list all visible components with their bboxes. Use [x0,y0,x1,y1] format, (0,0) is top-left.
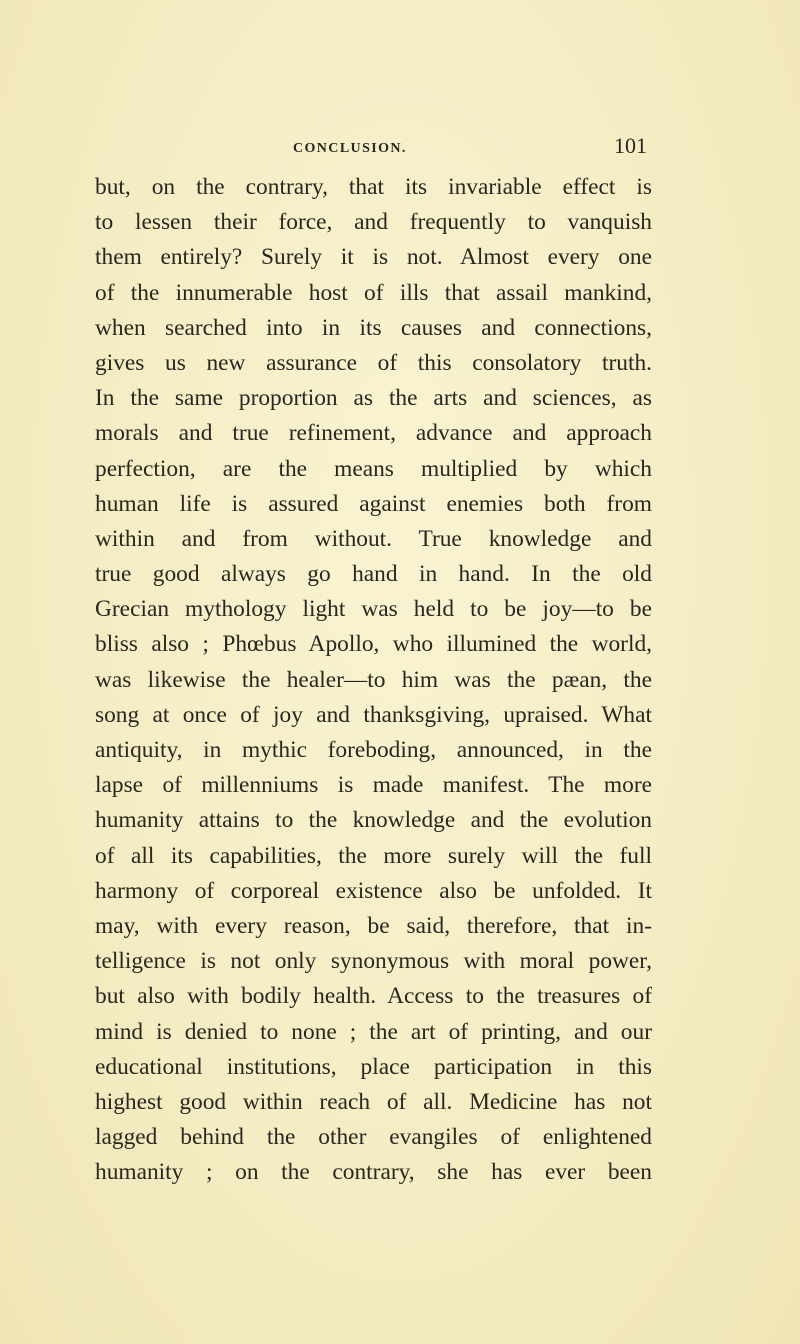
text-line: bliss also ; Phœbus Apollo, who illumined the world, [95,631,652,658]
text-line: human life is assured against enemies both from [95,490,652,517]
text-line: perfection, are the means multiplied by which [95,455,652,482]
text-line: may, with every reason, be said, therefore, that in- [95,912,652,939]
text-line: antiquity, in mythic foreboding, announced, in the [95,737,652,763]
text-line: In the same proportion as the arts and sciences, as [95,385,652,412]
text-line: gives us new assurance of this consolatory truth. [95,349,652,376]
running-title: CONCLUSION. [293,141,407,156]
text-line: telligence is not only synonymous with moral power, [95,948,652,975]
text-line: lagged behind the other evangiles of enlightened [95,1124,652,1151]
page-number: 101 [614,133,647,158]
body-text [95,170,652,1190]
text-line: within and from without. True knowledge and [95,525,652,552]
text-line: of all its capabilities, the more surely will the full [95,842,652,869]
running-head [0,133,800,163]
text-line: humanity ; on the contrary, she has ever been [95,1159,652,1186]
text-line: song at once of joy and thanksgiving, upraised. What [95,701,652,728]
text-line: but also with bodily health. Access to the treasures of [95,983,652,1010]
text-line: highest good within reach of all. Medicine has not [95,1088,652,1115]
text-line: harmony of corporeal existence also be unfolded. It [95,877,652,904]
text-line: when searched into in its causes and connections, [95,314,652,341]
text-line: lapse of millenniums is made manifest. The more [95,772,652,799]
text-line: but, on the contrary, that its invariable effect is [95,174,652,200]
text-line: morals and true refinement, advance and approach [95,420,652,447]
text-line: Grecian mythology light was held to be joy—to be [95,596,652,623]
text-line: true good always go hand in hand. In the old [95,561,652,588]
text-line: them entirely? Surely it is not. Almost every one [95,244,652,271]
text-line: educational institutions, place participation in this [95,1053,652,1080]
text-line: mind is denied to none ; the art of printing, and our [95,1018,652,1045]
text-line: of the innumerable host of ills that assail mankind, [95,279,652,306]
text-line: to lessen their force, and frequently to vanquish [95,209,652,236]
text-line: was likewise the healer—to him was the pæan, the [95,666,652,693]
text-line: humanity attains to the knowledge and the evolution [95,807,652,834]
